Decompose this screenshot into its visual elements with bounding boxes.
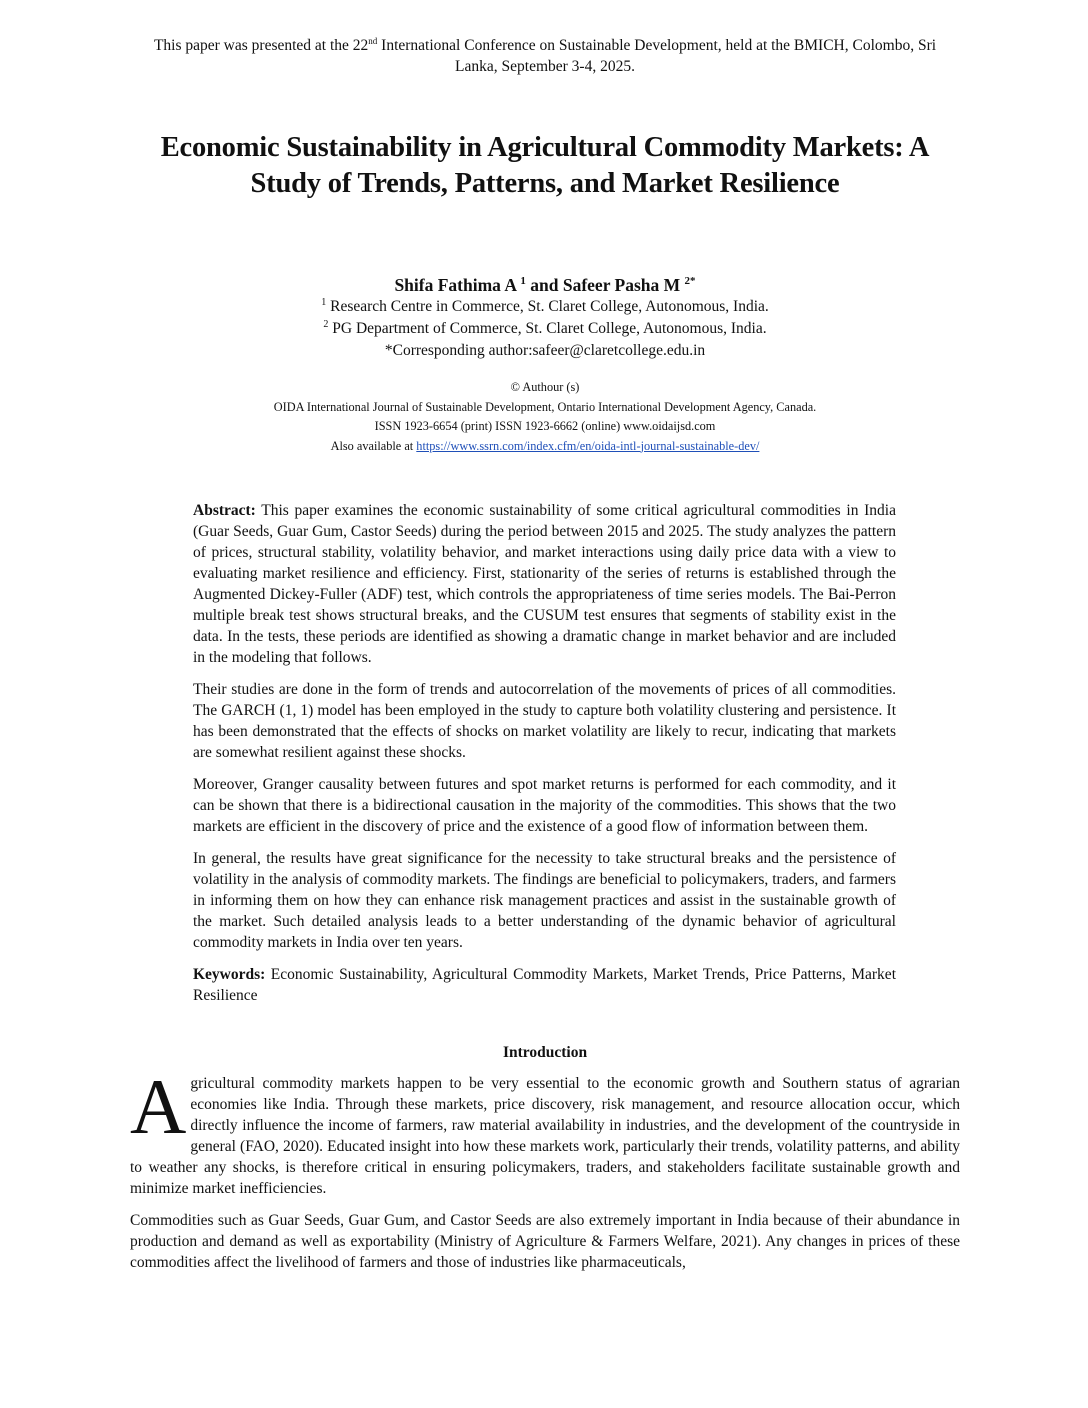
issn-line: ISSN 1923-6654 (print) ISSN 1923-6662 (online) www.oidaijsd.com	[374, 419, 716, 433]
introduction-text: gricultural commodity markets happen to be very essential to the economic growth and Southern status of agrarian economies like India. Through these markets, price discovery, risk management, and resource allocation occur, which directly influence the income of farmers, raw material availability in industries, and the development of the countryside in general (FAO, 2020). Educated insight into how these markets work, particularly their trends, volatility patterns, and ability to weather any shocks, is therefore critical in ensuring policymakers, traders, and stakeholders facilitate sustainable growth and minimize market inefficiencies.	[130, 1075, 960, 1197]
paper-title: Economic Sustainability in Agricultural Commodity Markets: A Study of Trends, Patterns, and Market Resilience	[160, 132, 930, 199]
corresponding-author: *Corresponding author:safeer@claretcollege.edu.in	[384, 342, 706, 359]
abstract-paragraph: Moreover, Granger causality between futures and spot market returns is performed for each commodity, and it can be shown that there is a bidirectional causation in the majority of the commodities. This shows that the two markets are efficient in the discovery of price and the existence of a good flow of information between them.	[193, 776, 896, 835]
affiliation-text: Research Centre in Commerce, St. Claret College, Autonomous, India.	[326, 298, 769, 315]
author-affiliation-mark: 1	[520, 275, 526, 287]
ssrn-link[interactable]: https://www.ssrn.com/index.cfm/en/oida-intl-journal-sustainable-dev/	[416, 438, 760, 453]
conference-note-text: This paper was presented at the 22	[153, 37, 369, 54]
authors-join: and	[525, 275, 563, 295]
keywords-text: Economic Sustainability, Agricultural Commodity Markets, Market Trends, Price Patterns, Market Resilience	[193, 966, 896, 1004]
introduction-paragraph	[130, 1063, 960, 1199]
introduction-heading: Introduction	[502, 1044, 588, 1061]
abstract-label: Abstract:	[193, 502, 256, 519]
author-name: Shifa Fathima A	[394, 275, 517, 295]
ordinal-suffix: nd	[368, 36, 378, 46]
introduction-section	[130, 1063, 960, 1284]
abstract-text: This paper examines the economic sustainability of some critical agricultural commodities in India (Guar Seeds, Guar Gum, Castor Seeds) during the period between 2015 and 2025. The study analyzes the pattern of prices, structural stability, volatility behavior, and market interactions using daily price data with a view to evaluating market resilience and efficiency. First, stationarity of the series of returns is established through the Augmented Dickey-Fuller (ADF) test, which controls the appropriateness of time series models. The Bai-Perron multiple break test shows structural breaks, and the CUSUM test ensures that segments of stability exist in the data. In the tests, these periods are identified as showing a dramatic change in market behavior and are included in the modeling that follows.	[193, 502, 896, 666]
availability-prefix: Also available at	[330, 438, 417, 453]
keywords	[193, 964, 896, 1006]
affiliation-2	[150, 318, 940, 339]
journal-line: OIDA International Journal of Sustainable Development, Ontario International Development Agency, Canada.	[273, 399, 817, 414]
introduction-paragraph: Commodities such as Guar Seeds, Guar Gum, and Castor Seeds are also extremely important in India because of their abundance in production and demand as well as exportability (Ministry of Agriculture & Farmers Welfare, 2021). Any changes in prices of these commodities affect the livelihood of farmers and those of industries like pharmaceuticals,	[130, 1212, 960, 1271]
drop-cap: A	[130, 1063, 187, 1150]
author-line	[150, 274, 940, 296]
abstract-paragraph	[193, 500, 896, 668]
copyright-line: © Authour (s)	[510, 380, 580, 394]
conference-note	[150, 35, 940, 77]
affiliation-mark: 1	[321, 297, 327, 308]
publication-info	[150, 378, 940, 456]
availability-line	[150, 437, 940, 457]
affiliation-1	[150, 296, 940, 317]
conference-note-text-rest: International Conference on Sustainable Development, held at the BMICH, Colombo, Sri Lanka, September 3-4, 2025.	[377, 37, 937, 75]
abstract-section	[193, 500, 896, 1017]
abstract-paragraph: In general, the results have great significance for the necessity to take structural breaks and the persistence of volatility in the analysis of commodity markets. The findings are beneficial to policymakers, traders, and farmers in informing them on how they can enhance risk management practices and assist in the sustainable growth of the market. Such detailed analysis leads to a better understanding of the dynamic behavior of agricultural commodity markets in India over ten years.	[193, 850, 896, 951]
affiliation-mark: 2	[323, 319, 329, 330]
keywords-label: Keywords:	[193, 966, 266, 983]
affiliation-text: PG Department of Commerce, St. Claret College, Autonomous, India.	[328, 320, 767, 337]
author-name: Safeer Pasha M	[562, 275, 681, 295]
author-affiliation-mark: 2*	[684, 275, 696, 287]
abstract-paragraph: Their studies are done in the form of trends and autocorrelation of the movements of prices of all commodities. The GARCH (1, 1) model has been employed in the study to capture both volatility clustering and persistence. It has been demonstrated that the effects of shocks on market volatility are likely to recur, indicating that markets are somewhat resilient against these shocks.	[193, 681, 896, 761]
